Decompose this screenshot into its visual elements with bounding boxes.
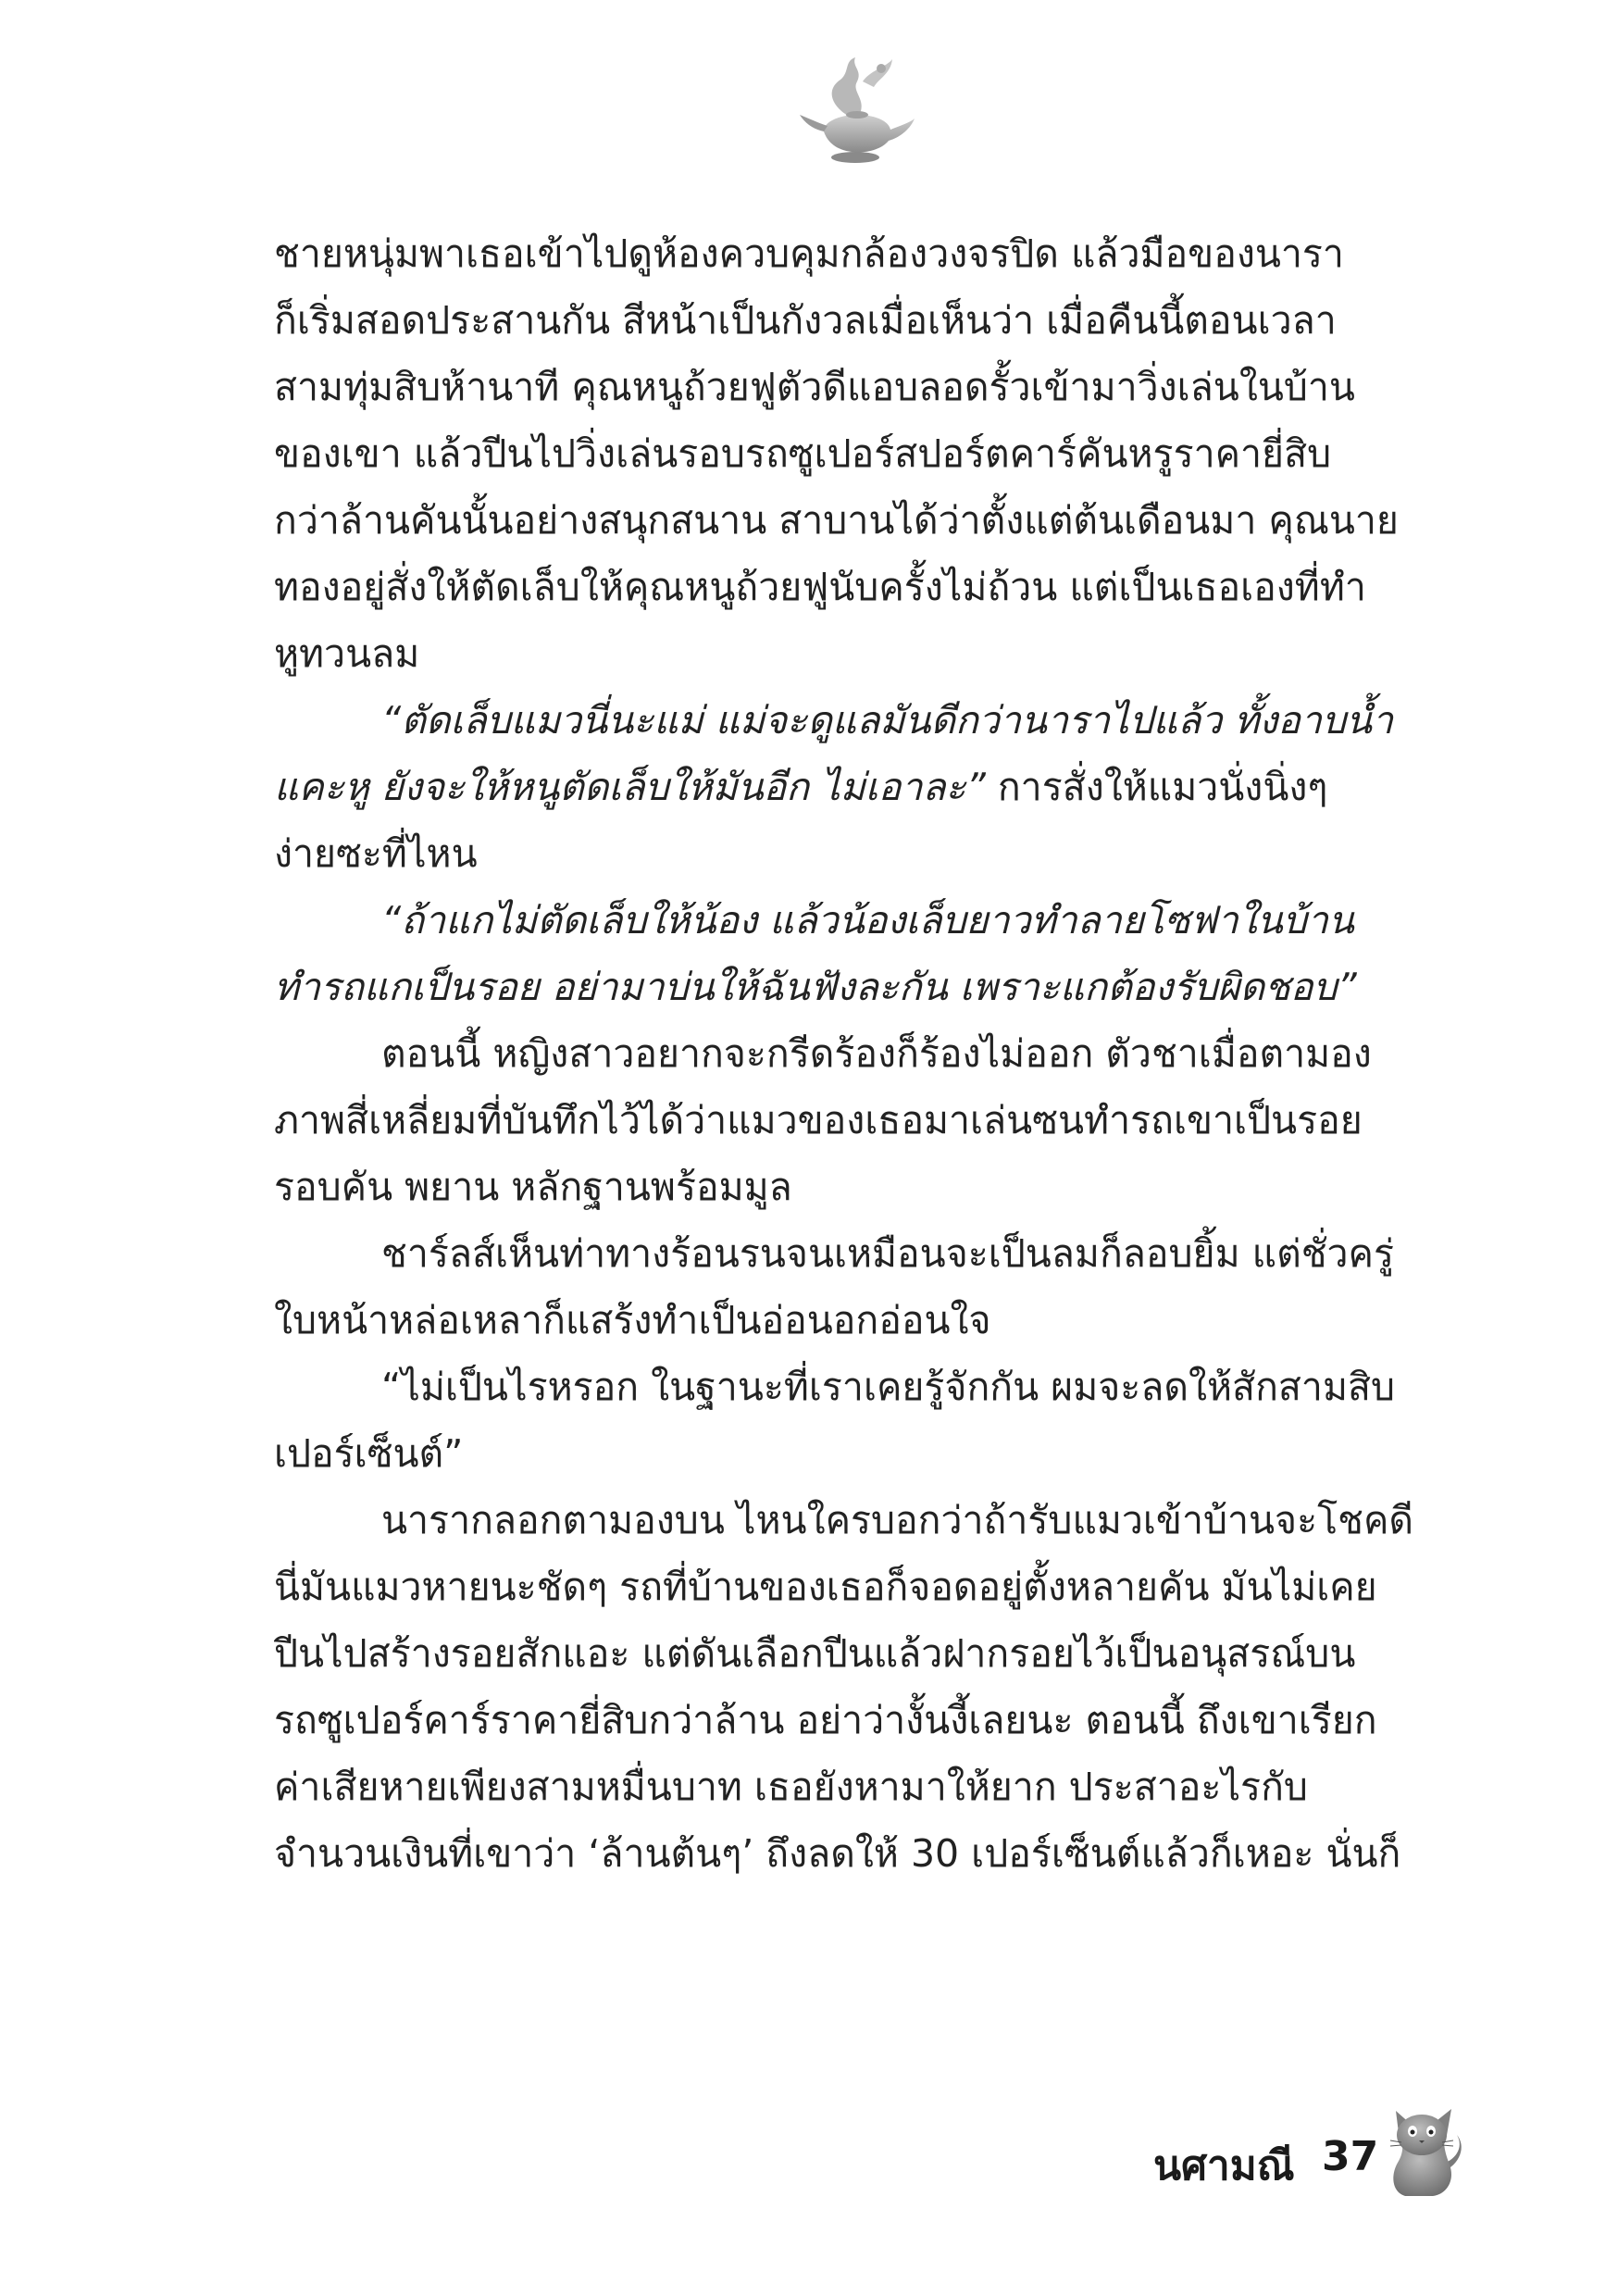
text-line: ทองอยู่สั่งให้ตัดเล็บให้คุณหนูถ้วยฟูนับครั้งไม่ถ้วน แต่เป็นเธอเองที่ทำ bbox=[274, 565, 1366, 609]
cat-icon bbox=[1387, 2100, 1466, 2198]
dialogue-line: เปอร์เซ็นต์” bbox=[274, 1431, 464, 1476]
text-line: นี่มันแมวหายนะชัดๆ รถที่บ้านของเธอก็จอดอยู่ตั้งหลายคัน มันไม่เคย bbox=[274, 1565, 1377, 1609]
text-line: ปีนไปสร้างรอยสักแอะ แต่ดันเลือกปีนแล้วฝากรอยไว้เป็นอนุสรณ์บน bbox=[274, 1631, 1356, 1676]
chapter-body bbox=[274, 220, 1468, 1887]
text-line: ก็เริ่มสอดประสานกัน สีหน้าเป็นกังวลเมื่อเห็นว่า เมื่อคืนนี้ตอนเวลา bbox=[274, 298, 1337, 343]
page-number: 37 bbox=[1322, 2133, 1379, 2180]
text-line: หูทวนลม bbox=[274, 631, 420, 676]
dialogue-line: “ตัดเล็บแมวนี่นะแม่ แม่จะดูแลมันดีกว่านาราไปแล้ว ทั้งอาบน้ำ bbox=[381, 698, 1394, 742]
text-line: จำนวนเงินที่เขาว่า ‘ล้านต้นๆ’ ถึงลดให้ 30 เปอร์เซ็นต์แล้วก็เหอะ นั่นก็ bbox=[274, 1831, 1401, 1876]
text-line: กว่าล้านคันนั้นอย่างสนุกสนาน สาบานได้ว่าตั้งแต่ต้นเดือนมา คุณนาย bbox=[274, 498, 1399, 543]
narration-fragment: การสั่งให้แมวนั่งนิ่งๆ bbox=[985, 765, 1328, 809]
text-line: รอบคัน พยาน หลักฐานพร้อมมูล bbox=[274, 1165, 792, 1209]
text-line: ง่ายซะที่ไหน bbox=[274, 831, 478, 876]
text-line: ชายหนุ่มพาเธอเข้าไปดูห้องควบคุมกล้องวงจรปิด แล้วมือของนารา bbox=[274, 231, 1344, 276]
text-line bbox=[274, 754, 1468, 820]
genie-lamp-icon bbox=[796, 54, 916, 165]
dialogue-line: ทำรถแกเป็นรอย อย่ามาบ่นให้ฉันฟังละกัน เพราะแกต้องรับผิดชอบ” bbox=[274, 965, 1357, 1009]
text-line: ตอนนี้ หญิงสาวอยากจะกรีดร้องก็ร้องไม่ออก ตัวชาเมื่อตามอง bbox=[381, 1031, 1372, 1076]
text-line: นารากลอกตามองบน ไหนใครบอกว่าถ้ารับแมวเข้าบ้านจะโชคดี bbox=[381, 1498, 1414, 1542]
text-line: ภาพสี่เหลี่ยมที่บันทึกไว้ได้ว่าแมวของเธอมาเล่นซนทำรถเขาเป็นรอย bbox=[274, 1098, 1363, 1142]
author-name: นศามณี bbox=[1153, 2142, 1295, 2190]
dialogue-line: “ไม่เป็นไรหรอก ในฐานะที่เราเคยรู้จักกัน ผมจะลดให้สักสามสิบ bbox=[381, 1365, 1396, 1409]
text-line: สามทุ่มสิบห้านาที คุณหนูถ้วยฟูตัวดีแอบลอดรั้วเข้ามาวิ่งเล่นในบ้าน bbox=[274, 365, 1355, 409]
text-line: ใบหน้าหล่อเหลาก็แสร้งทำเป็นอ่อนอกอ่อนใจ bbox=[274, 1298, 991, 1342]
dialogue-fragment: แคะหู ยังจะให้หนูตัดเล็บให้มันอีก ไม่เอาละ” bbox=[274, 765, 986, 809]
dialogue-line: “ถ้าแกไม่ตัดเล็บให้น้อง แล้วน้องเล็บยาวทำลายโซฟาในบ้าน bbox=[381, 898, 1354, 942]
text-line: ชาร์ลส์เห็นท่าทางร้อนรนจนเหมือนจะเป็นลมก็ลอบยิ้ม แต่ชั่วครู่ bbox=[381, 1231, 1394, 1276]
text-line: ของเขา แล้วปีนไปวิ่งเล่นรอบรถซูเปอร์สปอร์ตคาร์คันหรูราคายี่สิบ bbox=[274, 431, 1332, 476]
page-footer bbox=[1111, 2100, 1462, 2202]
text-line: ค่าเสียหายเพียงสามหมื่นบาท เธอยังหามาให้ยาก ประสาอะไรกับ bbox=[274, 1765, 1308, 1809]
text-line: รถซูเปอร์คาร์ราคายี่สิบกว่าล้าน อย่าว่างั้นงี้เลยนะ ตอนนี้ ถึงเขาเรียก bbox=[274, 1698, 1377, 1742]
